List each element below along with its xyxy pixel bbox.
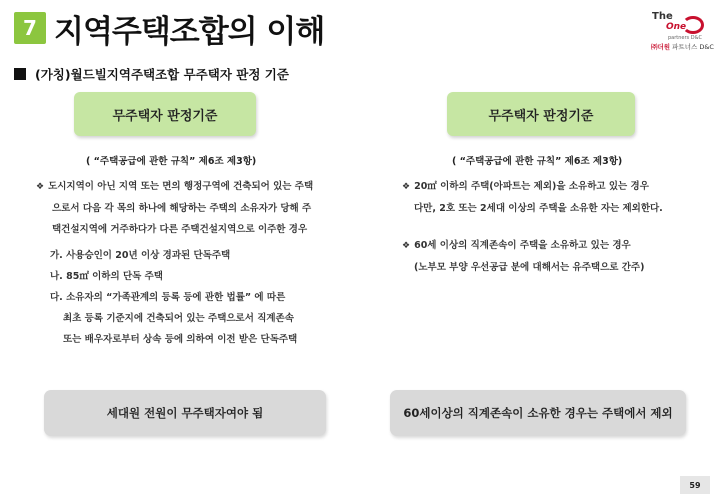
company-logo <box>630 8 712 52</box>
section-subtitle: (가칭)월드빌지역주택조합 무주택자 판정 기준 <box>35 67 289 82</box>
right-bullet-2 <box>402 235 702 278</box>
page-title: 지역주택조합의 이해 <box>54 14 325 50</box>
section-number-badge: 7 <box>14 12 46 44</box>
left-bullet-line-2: 으로서 다음 각 목의 하나에 해당하는 주택의 소유자가 당해 주 <box>52 203 312 214</box>
left-reference: ( “주택공급에 관한 규칙” 제6조 제3항) <box>86 156 257 167</box>
logo-subtext: partners D&C <box>668 35 702 41</box>
sub-item-da-line-2: 최초 등록 기준지에 건축되어 있는 주택으로서 직계존속 <box>63 313 294 324</box>
right-summary-box: 60세이상의 직계존속이 소유한 경우는 주택에서 제외 <box>390 390 686 436</box>
logo-the-text: The <box>652 11 673 22</box>
sub-item-ga: 가. 사용승인이 20년 이상 경과된 단독주택 <box>50 250 231 261</box>
logo-swoosh-icon <box>682 16 704 34</box>
right-bullet-1-line-2: 다만, 2호 또는 2세대 이상의 주택을 소유한 자는 제외한다. <box>414 203 663 214</box>
sub-item-na: 나. 85㎡ 이하의 단독 주택 <box>50 271 163 282</box>
left-heading-box: 무주택자 판정기준 <box>74 92 256 136</box>
right-bullet-1 <box>402 176 702 219</box>
page-number: 59 <box>680 476 710 494</box>
left-summary-box: 세대원 전원이 무주택자여야 됨 <box>44 390 326 436</box>
right-bullet-2-line-1: 60세 이상의 직계존속이 주택을 소유하고 있는 경우 <box>414 240 631 251</box>
logo-one-text: One <box>666 22 687 32</box>
left-bullet-line-1: 도시지역이 아닌 지역 또는 면의 행정구역에 건축되어 있는 주택 <box>48 181 314 192</box>
square-bullet-icon <box>14 68 26 80</box>
subtitle-row <box>14 65 289 83</box>
left-bullet-line-3: 택건설지역에 거주하다가 다른 주택건설지역으로 이주한 경우 <box>52 224 308 235</box>
left-sub-items <box>50 245 297 350</box>
right-heading-box: 무주택자 판정기준 <box>447 92 635 136</box>
logo-company-name: ㈜더원 파트너스 D&C <box>651 43 714 51</box>
bullet-diamond-icon: ❖ <box>402 241 411 251</box>
right-bullet-2-line-2: (노부모 부양 우선공급 분에 대해서는 유주택으로 간주) <box>414 262 645 273</box>
right-bullet-1-line-1: 20㎡ 이하의 주택(아파트는 제외)을 소유하고 있는 경우 <box>414 181 649 192</box>
right-reference: ( “주택공급에 관한 규칙” 제6조 제3항) <box>452 156 623 167</box>
sub-item-da: 다. 소유자의 “가족관계의 등록 등에 관한 법률” 에 따른 <box>50 292 286 303</box>
left-bullet <box>36 176 336 240</box>
bullet-diamond-icon: ❖ <box>402 182 411 192</box>
bullet-diamond-icon: ❖ <box>36 182 45 192</box>
sub-item-da-line-3: 또는 배우자로부터 상속 등에 의하여 이전 받은 단독주택 <box>63 334 298 345</box>
